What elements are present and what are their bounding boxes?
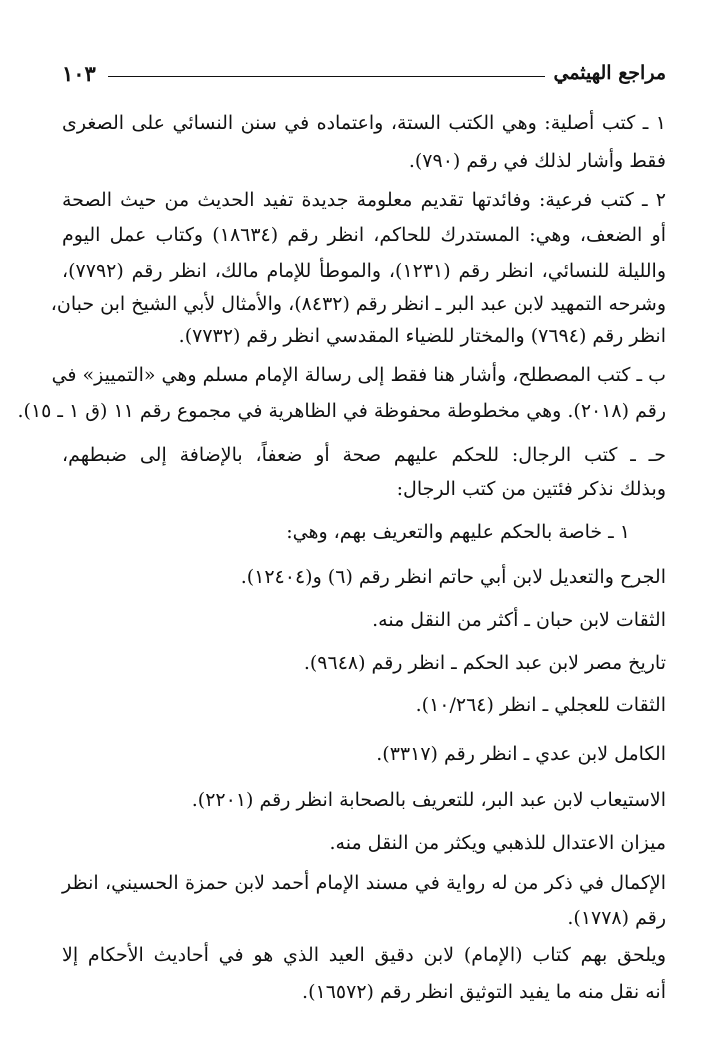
body-line: الجرح والتعديل لابن أبي حاتم انظر رقم (٦) و(١٢٤٠٤). xyxy=(240,566,666,588)
body-line: وبذلك نذكر فئتين من كتب الرجال: xyxy=(396,478,666,500)
body-line: الاستيعاب لابن عبد البر، للتعريف بالصحابة انظر رقم (٢٢٠١). xyxy=(191,789,666,811)
body-line: ويلحق بهم كتاب (الإمام) لابن دقيق العيد الذي هو في أحاديث الأحكام إلا xyxy=(62,944,666,966)
body-line: رقم (٢٠١٨). وهي مخطوطة محفوظة في الظاهرية في مجموع رقم ١١ (ق ١ ـ ١٥). xyxy=(17,400,666,422)
page-header xyxy=(62,56,666,90)
page-number: ١٠٣ xyxy=(62,60,96,86)
body-line: الإكمال في ذكر من له رواية في مسند الإمام أحمد لابن حمزة الحسيني، انظر xyxy=(62,872,666,894)
body-line: فقط وأشار لذلك في رقم (٧٩٠). xyxy=(408,150,666,172)
body-line: الثقات لابن حبان ـ أكثر من النقل منه. xyxy=(372,609,666,631)
body-line: أنه نقل منه ما يفيد التوثيق انظر رقم (١٦٥٧٢). xyxy=(302,981,666,1003)
body-line: رقم (١٧٧٨). xyxy=(567,907,666,929)
body-line: ميزان الاعتدال للذهبي ويكثر من النقل منه. xyxy=(329,832,666,854)
body-line: ب ـ كتب المصطلح، وأشار هنا فقط إلى رسالة الإمام مسلم وهي «التمييز» في xyxy=(51,364,666,386)
body-line: حـ ـ كتب الرجال: للحكم عليهم صحة أو ضعفاً، بالإضافة إلى ضبطهم، xyxy=(62,444,666,466)
body-line: تاريخ مصر لابن عبد الحكم ـ انظر رقم (٩٦٤٨). xyxy=(303,652,666,674)
body-line: وشرحه التمهيد لابن عبد البر ـ انظر رقم (٨٤٣٢)، والأمثال لأبي الشيخ ابن حبان، xyxy=(50,293,666,315)
body-line: الثقات للعجلي ـ انظر (١٠/٢٦٤). xyxy=(415,694,666,716)
body-line: الكامل لابن عدي ـ انظر رقم (٣٣١٧). xyxy=(376,743,666,765)
body-line: انظر رقم (٧٦٩٤) والمختار للضياء المقدسي انظر رقم (٧٧٣٢). xyxy=(178,325,666,347)
body-line: ١ ـ كتب أصلية: وهي الكتب الستة، واعتماده في سنن النسائي على الصغرى xyxy=(62,112,666,134)
body-line: والليلة للنسائي، انظر رقم (١٢٣١)، والموطأ للإمام مالك، انظر رقم (٧٧٩٢)، xyxy=(62,260,666,282)
running-title: مراجع الهيثمي xyxy=(553,62,666,84)
header-rule xyxy=(108,76,546,77)
body-line: ٢ ـ كتب فرعية: وفائدتها تقديم معلومة جديدة تفيد الحديث من حيث الصحة xyxy=(62,189,666,211)
body-line: أو الضعف، وهي: المستدرك للحاكم، انظر رقم (١٨٦٣٤) وكتاب عمل اليوم xyxy=(62,224,666,246)
body-line: ١ ـ خاصة بالحكم عليهم والتعريف بهم، وهي: xyxy=(286,521,630,543)
